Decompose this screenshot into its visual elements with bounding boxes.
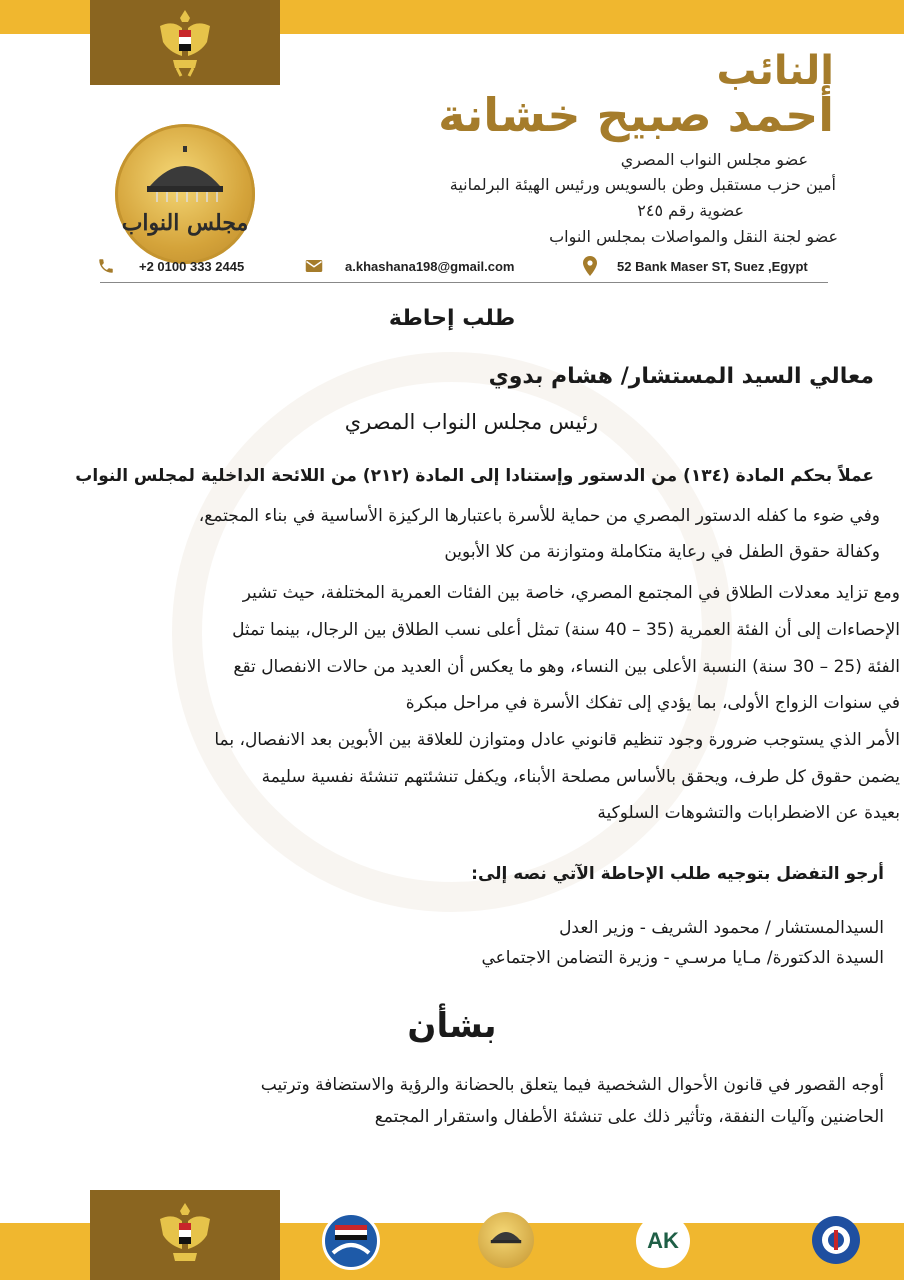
- email-address: a.khashana198@gmail.com: [345, 258, 515, 274]
- paragraph-line: يضمن حقوق كل طرف، ويحقق بالأساس مصلحة الأبناء، ويكفل تنشئتهم تنشئة نفسية سليمة: [261, 767, 900, 787]
- parliament-seal-small: [478, 1212, 534, 1268]
- dome-icon: [135, 146, 235, 206]
- paragraph-line: في سنوات الزواج الأولى، بما يؤدي إلى تفكك الأسرة في مراحل مبكرة: [405, 693, 900, 713]
- contact-divider: [100, 282, 828, 283]
- paragraph-line: وكفالة حقوق الطفل في رعاية متكاملة ومتوازنة من كلا الأبوين: [444, 542, 880, 562]
- address-contact[interactable]: [583, 255, 808, 277]
- paragraph-line: بعيدة عن الاضطرابات والتشوهات السلوكية: [597, 803, 900, 823]
- phone-number: +2 0100 333 2445: [139, 258, 245, 274]
- role-line: أمين حزب مستقبل وطن بالسويس ورئيس الهيئة البرلمانية: [449, 175, 836, 194]
- regarding-heading: بشأن: [407, 1006, 497, 1046]
- addressee: معالي السيد المستشار/ هشام بدوي: [488, 364, 874, 389]
- topic-line: الحاضنين وآليات النفقة، وتأثير ذلك على تنشئة الأطفال واستقرار المجتمع: [374, 1107, 884, 1127]
- location-pin-icon: [583, 256, 597, 276]
- parliament-seal: [115, 124, 255, 264]
- party-emblem-icon: [325, 1215, 377, 1267]
- gear-icon: [808, 1212, 864, 1268]
- paragraph-line: الأمر الذي يستوجب ضرورة وجود تنظيم قانوني عادل ومتوازن للعلاقة بين الأبوين بعد الانفصال، بما: [214, 730, 900, 750]
- eagle-emblem-icon: [155, 8, 215, 78]
- mp-name: أحمد صبيح خشانة: [438, 88, 834, 142]
- email-icon: [305, 259, 323, 273]
- eagle-emblem-icon: [155, 1200, 215, 1272]
- recipient-line: السيدة الدكتورة/ مـايا مرسـي - وزيرة التضامن الاجتماعي: [481, 948, 884, 968]
- ak-logo-text: AK: [647, 1228, 679, 1253]
- dome-icon: [486, 1224, 526, 1248]
- request-line: أرجو التفضل بتوجيه طلب الإحاطة الآتي نصه إلى:: [471, 864, 884, 884]
- gear-logo: [808, 1212, 864, 1268]
- paragraph-line: الإحصاءات إلى أن الفئة العمرية (35 – 40 سنة) تمثل أعلى نسب الطلاق بين الرجال، بينما تمثل: [232, 620, 900, 640]
- party-logo: [322, 1212, 380, 1270]
- phone-contact[interactable]: [97, 255, 244, 277]
- legal-basis: عملاً بحكم المادة (١٣٤) من الدستور وإستنادا إلى المادة (٢١٢) من اللائحة الداخلية لمجلس النواب: [75, 466, 874, 486]
- seal-text: مجلس النواب: [121, 210, 249, 236]
- letter-subject: طلب إحاطة: [388, 306, 516, 331]
- addressee-title: رئيس مجلس النواب المصري: [344, 410, 598, 434]
- role-line: عضو لجنة النقل والمواصلات بمجلس النواب: [549, 227, 838, 246]
- contact-row: [97, 255, 830, 281]
- street-address: 52 Bank Maser ST, Suez ,Egypt: [617, 258, 808, 274]
- topic-line: أوجه القصور في قانون الأحوال الشخصية فيما يتعلق بالحضانة والرؤية والاستضافة وترتيب: [260, 1075, 884, 1095]
- role-line: عضو مجلس النواب المصري: [620, 150, 808, 169]
- ak-logo: [636, 1214, 690, 1268]
- paragraph-line: وفي ضوء ما كفله الدستور المصري من حماية للأسرة باعتبارها الركيزة الأساسية في بناء المجتمع،: [198, 506, 880, 526]
- footer-logo-box: [90, 1190, 280, 1280]
- header-logo-box: [90, 0, 280, 85]
- rank-title: النائب: [716, 48, 834, 94]
- paragraph-line: ومع تزايد معدلات الطلاق في المجتمع المصري، خاصة بين الفئات العمرية المختلفة، حيث تشير: [242, 583, 900, 603]
- paragraph-line: الفئة (25 – 30 سنة) النسبة الأعلى بين النساء، وهو ما يعكس أن العديد من حالات الانفصال تقع: [233, 657, 900, 677]
- phone-icon: [97, 257, 115, 275]
- role-line: عضوية رقم ٢٤٥: [637, 201, 744, 220]
- email-contact[interactable]: [305, 255, 514, 277]
- recipient-line: السيدالمستشار / محمود الشريف - وزير العدل: [559, 918, 884, 938]
